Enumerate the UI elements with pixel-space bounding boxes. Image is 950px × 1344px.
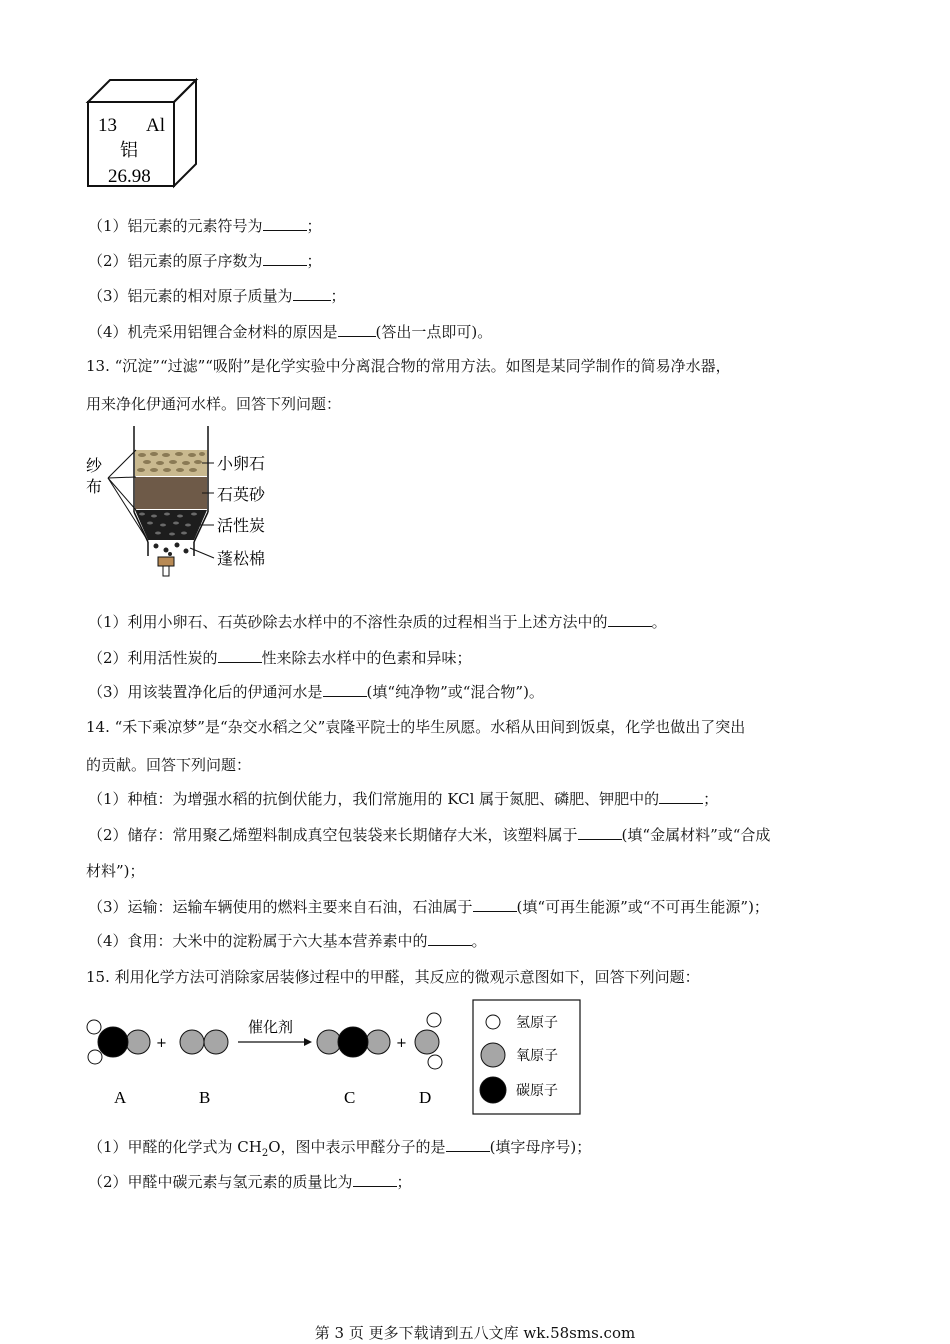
q14-item-4-tail: 。 xyxy=(471,932,487,950)
cloth-label-1: 纱 xyxy=(86,456,103,475)
q13-item-2 xyxy=(88,648,472,668)
q12-item-1 xyxy=(88,216,322,236)
q12-item-4 xyxy=(88,322,492,342)
legend-carbon: 碳原子 xyxy=(516,1083,558,1099)
q12-item-4-tail: (答出一点即可)。 xyxy=(375,323,493,341)
layer-label-pebble: 小卵石 xyxy=(217,454,266,473)
q15-item-2 xyxy=(88,1172,412,1192)
q12-item-1-tail: ； xyxy=(306,217,322,235)
answer-blank xyxy=(353,1172,397,1187)
water-purifier-figure xyxy=(84,424,284,584)
q14-item-1-text: （1）种植：为增强水稻的抗倒伏能力，我们常施用的 KCl 属于氮肥、磷肥、钾肥中的 xyxy=(88,790,660,808)
answer-blank xyxy=(608,612,652,627)
q13-item-3 xyxy=(88,682,544,702)
q13-item-1-text: （1）利用小卵石、石英砂除去水样中的不溶性杂质的过程相当于上述方法中的 xyxy=(88,613,608,631)
reaction-diagram xyxy=(84,998,584,1118)
answer-blank xyxy=(338,322,376,337)
q14-item-4 xyxy=(88,931,487,951)
q14-item-3-text: （3）运输：运输车辆使用的燃料主要来自石油，石油属于 xyxy=(88,898,473,916)
element-atomic-number: 13 xyxy=(98,115,117,136)
q15-item-2-tail: ； xyxy=(396,1173,412,1191)
q15-item-1-mid: O，图中表示甲醛分子的是 xyxy=(268,1138,446,1156)
q15-item-1-text: （1）甲醛的化学式为 CH xyxy=(88,1138,262,1156)
formula-subscript: 2 xyxy=(261,1148,269,1159)
q12-item-3-tail: ； xyxy=(330,287,346,305)
element-mass: 26.98 xyxy=(108,166,151,187)
layer-label-cotton: 蓬松棉 xyxy=(217,549,266,568)
answer-blank xyxy=(428,931,472,946)
catalyst-label: 催化剂 xyxy=(248,1018,294,1036)
answer-blank xyxy=(659,789,703,804)
answer-blank xyxy=(218,648,262,663)
q15-stem: 15. 利用化学方法可消除家居装修过程中的甲醛，其反应的微观示意图如下，回答下列问题： xyxy=(86,968,700,986)
plus-sign-1: + xyxy=(156,1036,167,1051)
layer-label-activated-carbon: 活性炭 xyxy=(217,516,266,535)
q13-item-3-tail: (填“纯净物”或“混合物”)。 xyxy=(366,683,544,701)
cloth-label-2: 布 xyxy=(86,477,103,496)
molecule-label-b: B xyxy=(199,1088,211,1107)
q14-item-2-text: （2）储存：常用聚乙烯塑料制成真空包装袋来长期储存大米，该塑料属于 xyxy=(88,826,578,844)
q12-item-2 xyxy=(88,251,322,271)
q15-item-1-tail: (填字母序号)； xyxy=(489,1138,592,1156)
answer-blank xyxy=(446,1137,490,1152)
page-footer: 第 3 页 更多下载请到五八文库 wk.58sms.com xyxy=(314,1324,636,1342)
q12-item-2-text: （2）铝元素的原子序数为 xyxy=(88,252,263,270)
q12-item-3 xyxy=(88,286,346,306)
q14-item-1-tail: ； xyxy=(703,790,719,808)
answer-blank xyxy=(473,897,517,912)
q14-item-2 xyxy=(88,825,770,845)
molecule-label-c: C xyxy=(344,1088,356,1107)
q14-item-2-tail: (填“金属材料”或“合成 xyxy=(621,826,771,844)
element-name: 铝 xyxy=(120,140,138,161)
q13-item-3-text: （3）用该装置净化后的伊通河水是 xyxy=(88,683,323,701)
q13-stem-line-2: 用来净化伊通河水样。回答下列问题： xyxy=(86,395,342,413)
layer-label-quartz-sand: 石英砂 xyxy=(217,485,266,504)
answer-blank xyxy=(263,216,307,231)
answer-blank xyxy=(323,682,367,697)
q15-item-2-text: （2）甲醛中碳元素与氢元素的质量比为 xyxy=(88,1173,353,1191)
plus-sign-2: + xyxy=(396,1036,407,1051)
answer-blank xyxy=(263,251,307,266)
q14-stem-line-2: 的贡献。回答下列问题： xyxy=(86,756,252,774)
q13-item-1 xyxy=(88,612,667,632)
molecule-label-a: A xyxy=(114,1088,127,1107)
q14-item-3 xyxy=(88,897,769,917)
q13-item-2-tail: 性来除去水样中的色素和异味； xyxy=(261,649,472,667)
q14-item-1 xyxy=(88,789,718,809)
q14-item-4-text: （4）食用：大米中的淀粉属于六大基本营养素中的 xyxy=(88,932,428,950)
aluminum-element-card xyxy=(84,76,200,190)
q13-item-2-text: （2）利用活性炭的 xyxy=(88,649,218,667)
q12-item-1-text: （1）铝元素的元素符号为 xyxy=(88,217,263,235)
molecule-label-d: D xyxy=(419,1088,432,1107)
legend-oxygen: 氧原子 xyxy=(516,1048,558,1064)
element-symbol: Al xyxy=(146,115,165,136)
q15-item-1 xyxy=(88,1137,591,1164)
legend-hydrogen: 氢原子 xyxy=(516,1015,558,1031)
q12-item-2-tail: ； xyxy=(306,252,322,270)
q13-item-1-tail: 。 xyxy=(651,613,667,631)
q12-item-3-text: （3）铝元素的相对原子质量为 xyxy=(88,287,293,305)
q12-item-4-text: （4）机壳采用铝锂合金材料的原因是 xyxy=(88,323,338,341)
q13-stem-line-1: 13. “沉淀”“过滤”“吸附”是化学实验中分离混合物的常用方法。如图是某同学制作的简易净水器， xyxy=(86,357,731,375)
q14-stem-line-1: 14. “禾下乘凉梦”是“杂交水稻之父”袁隆平院士的毕生夙愿。水稻从田间到饭桌，化学也做出了突出 xyxy=(86,718,746,736)
answer-blank xyxy=(578,825,622,840)
q14-item-3-tail: (填“可再生能源”或“不可再生能源”)； xyxy=(516,898,769,916)
answer-blank xyxy=(293,286,331,301)
q14-item-2-continued: 材料”)； xyxy=(86,862,145,880)
